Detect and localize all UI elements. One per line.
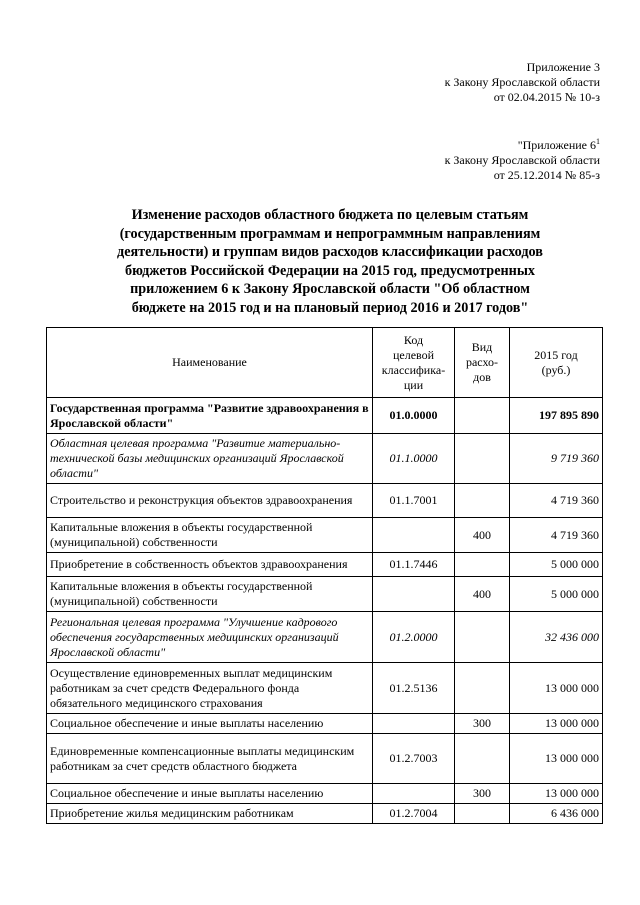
- table-row: [47, 553, 603, 577]
- cell-amount: 13 000 000: [510, 663, 603, 714]
- table-row: [47, 804, 603, 824]
- table-row: [47, 784, 603, 804]
- cell-kind: 300: [455, 784, 510, 804]
- table-row: [47, 734, 603, 784]
- appendix-6-line1-text: "Приложение 6: [517, 138, 596, 152]
- cell-kind: [455, 734, 510, 784]
- cell-kind: [455, 398, 510, 434]
- header-code-line: ции: [403, 377, 424, 392]
- cell-kind: [455, 434, 510, 484]
- header-code-line: Код: [403, 332, 424, 347]
- cell-kind: [455, 804, 510, 824]
- appendix-3-line2: к Закону Ярославской области: [444, 75, 600, 89]
- table-row: [47, 714, 603, 734]
- appendix-3-line1: Приложение 3: [526, 60, 600, 74]
- cell-name: Региональная целевая программа "Улучшение кадрового обеспечения государственных медицинских организаций Ярославской области": [47, 612, 373, 663]
- cell-name: Социальное обеспечение и иные выплаты населению: [47, 714, 373, 734]
- cell-kind: 300: [455, 714, 510, 734]
- cell-kind: [455, 553, 510, 577]
- cell-amount: 32 436 000: [510, 612, 603, 663]
- document-title: [60, 206, 600, 317]
- table-row: [47, 518, 603, 553]
- cell-code: 01.2.7004: [373, 804, 455, 824]
- cell-amount: 13 000 000: [510, 714, 603, 734]
- cell-code: 01.1.0000: [373, 434, 455, 484]
- cell-name: Приобретение в собственность объектов здравоохранения: [47, 553, 373, 577]
- title-line: (государственным программам и непрограммным направлениям: [119, 225, 541, 242]
- cell-code: 01.2.5136: [373, 663, 455, 714]
- table-row: [47, 484, 603, 518]
- cell-kind: 400: [455, 577, 510, 612]
- title-line: Изменение расходов областного бюджета по целевым статьям: [131, 207, 529, 223]
- header-code-line: классифика-: [381, 362, 446, 377]
- cell-name: Строительство и реконструкция объектов здравоохранения: [47, 484, 373, 518]
- cell-code: [373, 714, 455, 734]
- cell-code: [373, 784, 455, 804]
- cell-amount: 13 000 000: [510, 784, 603, 804]
- cell-kind: 400: [455, 518, 510, 553]
- title-line: бюджете на 2015 год и на плановый период 2016 и 2017 годов": [131, 299, 529, 316]
- cell-name: Государственная программа "Развитие здравоохранения в Ярославской области": [47, 398, 373, 434]
- cell-amount: 9 719 360: [510, 434, 603, 484]
- cell-code: 01.1.7446: [373, 553, 455, 577]
- header-amount-line: (руб.): [541, 362, 571, 377]
- header-amount: [510, 328, 603, 398]
- cell-amount: 13 000 000: [510, 734, 603, 784]
- title-line: деятельности) и группам видов расходов классификации расходов: [117, 244, 543, 260]
- header-name: Наименование: [47, 328, 373, 398]
- table-row: [47, 612, 603, 663]
- cell-name: Капитальные вложения в объекты государственной (муниципальной) собственности: [47, 518, 373, 553]
- cell-code: 01.0.0000: [373, 398, 455, 434]
- appendix-6-header: [445, 138, 600, 183]
- cell-name: Областная целевая программа "Развитие материально-технической базы медицинских организаций Ярославской области": [47, 434, 373, 484]
- cell-amount: 197 895 890: [510, 398, 603, 434]
- table-row: [47, 434, 603, 484]
- cell-code: [373, 577, 455, 612]
- cell-amount: 5 000 000: [510, 577, 603, 612]
- cell-name: Единовременные компенсационные выплаты медицинским работникам за счет средств областного бюджета: [47, 734, 373, 784]
- cell-name: Приобретение жилья медицинским работникам: [47, 804, 373, 824]
- cell-code: [373, 518, 455, 553]
- cell-code: 01.2.0000: [373, 612, 455, 663]
- cell-name: Социальное обеспечение и иные выплаты населению: [47, 784, 373, 804]
- appendix-6-line3: от 25.12.2014 № 85-з: [493, 168, 600, 182]
- appendix-6-line1: [445, 138, 600, 153]
- table-row: [47, 577, 603, 612]
- appendix-6-line2: к Закону Ярославской области: [444, 153, 600, 167]
- header-kind: [455, 328, 510, 398]
- header-code: [373, 328, 455, 398]
- appendix-3-line3: от 02.04.2015 № 10-з: [493, 90, 600, 104]
- header-kind-line: Вид: [471, 340, 493, 354]
- cell-kind: [455, 612, 510, 663]
- cell-amount: 5 000 000: [510, 553, 603, 577]
- header-amount-line: 2015 год: [534, 347, 578, 362]
- cell-code: 01.1.7001: [373, 484, 455, 518]
- table-row: [47, 398, 603, 434]
- header-kind-line: расхо-: [465, 355, 499, 369]
- header-code-line: целевой: [392, 347, 435, 362]
- title-line: приложением 6 к Закону Ярославской области "Об областном: [130, 281, 530, 297]
- header-kind-line: дов: [473, 370, 491, 384]
- cell-code: 01.2.7003: [373, 734, 455, 784]
- table-row: [47, 663, 603, 714]
- cell-kind: [455, 484, 510, 518]
- cell-name: Осуществление единовременных выплат медицинским работникам за счет средств Федерального фонда обязательного медицинского страхования: [47, 663, 373, 714]
- cell-amount: 6 436 000: [510, 804, 603, 824]
- cell-name: Капитальные вложения в объекты государственной (муниципальной) собственности: [47, 577, 373, 612]
- appendix-6-superscript: 1: [596, 137, 600, 146]
- cell-amount: 4 719 360: [510, 484, 603, 518]
- cell-amount: 4 719 360: [510, 518, 603, 553]
- expenditure-table: [46, 327, 603, 824]
- appendix-3-header: [445, 60, 600, 105]
- table-body: [47, 398, 603, 824]
- title-line: бюджетов Российской Федерации на 2015 год, предусмотренных: [124, 262, 536, 279]
- table-header-row: [47, 328, 603, 398]
- cell-kind: [455, 663, 510, 714]
